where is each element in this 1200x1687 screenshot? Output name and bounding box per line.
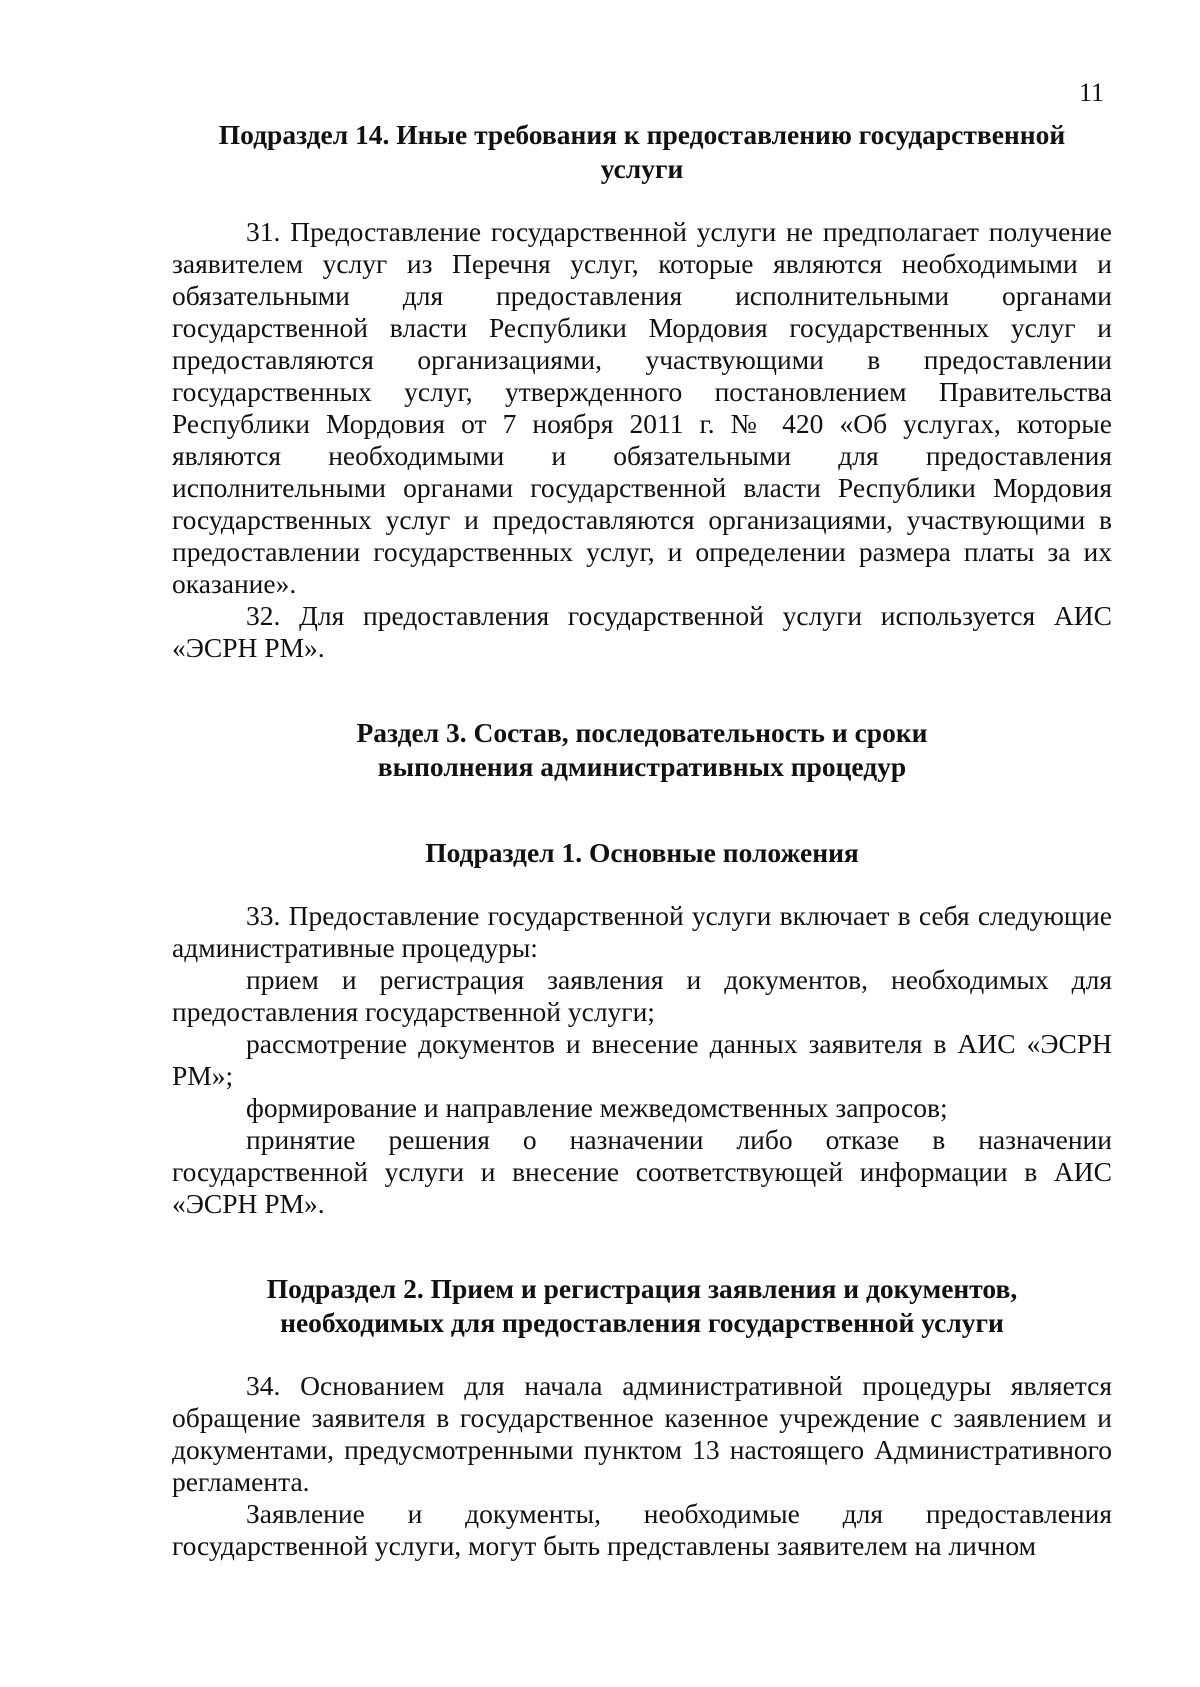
paragraph-33-item-1: прием и регистрация заявления и документов, необходимых для предоставления государственной услуги; xyxy=(172,964,1112,1027)
page-number: 11 xyxy=(1078,78,1104,107)
subsection-14-heading: Подраздел 14. Иные требования к предоставлению государственной услуги xyxy=(218,119,1066,184)
paragraph-31: 31. Предоставление государственной услуги не предполагает получение заявителем услуг из Перечня услуг, которые являются необходимыми и обязательными для предоставления исполнительными органами государственной власти Республики Мордовия государственных услуг и предоставляются организациями, участвующими в предоставлении государственных услуг, утвержденного постановлением Правительства Республики Мордовия от 7 ноября 2011 г. № 420 «Об услугах, которые являются необходимыми и обязательными для предоставления исполнительными органами государственной власти Республики Мордовия государственных услуг и предоставляются организациями, участвующими в предоставлении государственных услуг, и определении размера платы за их оказание». xyxy=(172,216,1112,599)
paragraph-33-item-2: рассмотрение документов и внесение данных заявителя в АИС «ЭСРН РМ»; xyxy=(172,1028,1112,1091)
paragraph-33-item-4: принятие решения о назначении либо отказе в назначении государственной услуги и внесение соответствующей информации в АИС «ЭСРН РМ». xyxy=(172,1124,1112,1219)
paragraph-33-item-3: формирование и направление межведомственных запросов; xyxy=(246,1092,948,1123)
paragraph-32: 32. Для предоставления государственной услуги используется АИС «ЭСРН РМ». xyxy=(172,600,1112,663)
paragraph-33: 33. Предоставление государственной услуги включает в себя следующие административные процедуры: xyxy=(172,900,1112,963)
subsection-1-heading: Подраздел 1. Основные положения xyxy=(425,837,859,868)
section-3-heading: Раздел 3. Состав, последовательность и сроки выполнения административных процедур xyxy=(356,717,928,782)
subsection-2-heading: Подраздел 2. Прием и регистрация заявления и документов, необходимых для предоставления государственной услуги xyxy=(266,1273,1018,1338)
document-body xyxy=(172,118,1112,1562)
paragraph-34-continuation: Заявление и документы, необходимые для предоставления государственной услуги, могут быть представлены заявителем на личном xyxy=(172,1498,1112,1561)
paragraph-34: 34. Основанием для начала административной процедуры является обращение заявителя в государственное казенное учреждение с заявлением и документами, предусмотренными пунктом 13 настоящего Административного регламента. xyxy=(172,1370,1112,1497)
